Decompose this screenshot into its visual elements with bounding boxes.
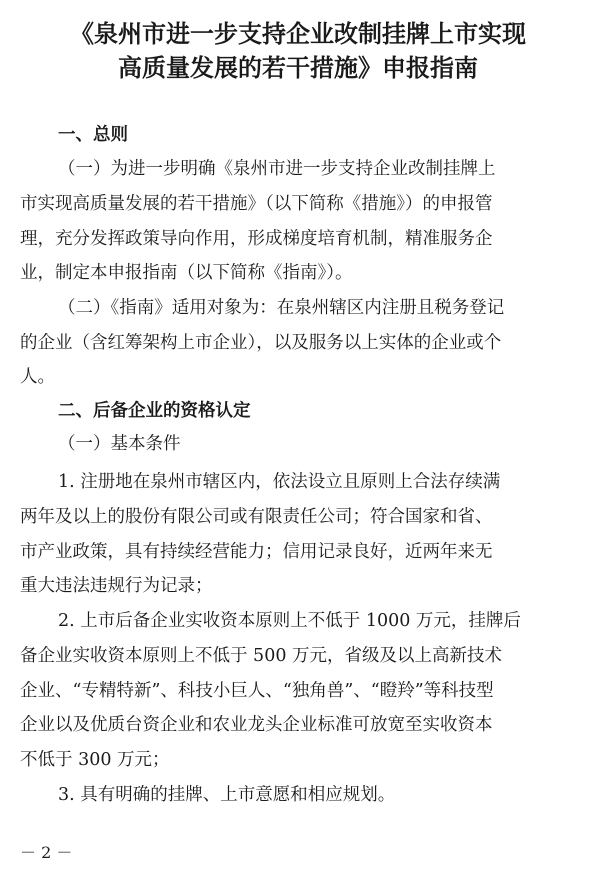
subsection-heading-basic-conditions: （一）基本条件 — [58, 434, 181, 454]
paragraph-line: （一）为进一步明确《泉州市进一步支持企业改制挂牌上 — [58, 159, 496, 179]
paragraph-line: 2. 上市后备企业实收资本原则上不低于 1000 万元，挂牌后 — [58, 611, 521, 631]
page-number: － 2 － — [20, 843, 73, 862]
paragraph-line: 3. 具有明确的挂牌、上市意愿和相应规划。 — [58, 785, 396, 805]
paragraph-line: 人。 — [20, 367, 55, 387]
paragraph-line: 两年及以上的股份有限公司或有限责任公司；符合国家和省、 — [20, 507, 493, 527]
paragraph-line: 市实现高质量发展的若干措施》（以下简称《措施》）的申报管 — [20, 194, 493, 214]
section-heading-qualification: 二、后备企业的资格认定 — [58, 401, 251, 421]
paragraph-line: 的企业（含红筹架构上市企业），以及服务以上实体的企业或个 — [20, 333, 502, 353]
paragraph-line: 1. 注册地在泉州市辖区内，依法设立且原则上合法存续满 — [58, 472, 501, 492]
paragraph-line: 重大违法违规行为记录； — [20, 576, 213, 596]
section-heading-general: 一、总则 — [58, 125, 128, 145]
document-title-line-2: 高质量发展的若干措施》申报指南 — [118, 54, 478, 82]
paragraph-line: 理，充分发挥政策导向作用，形成梯度培育机制，精准服务企 — [20, 229, 493, 249]
paragraph-line: 业，制定本申报指南（以下简称《指南》）。 — [20, 263, 353, 283]
paragraph-line: 企业以及优质台资企业和农业龙头企业标准可放宽至实收资本 — [20, 715, 493, 735]
paragraph-line: 备企业实收资本原则上不低于 500 万元，省级及以上高新技术 — [20, 646, 503, 666]
paragraph-line: 企业、“专精特新”、科技小巨人、“独角兽”、“瞪羚”等科技型 — [20, 681, 494, 701]
document-title-line-1: 《泉州市进一步支持企业改制挂牌上市实现 — [70, 20, 526, 48]
paragraph-line: 不低于 300 万元； — [20, 750, 170, 770]
paragraph-line: 市产业政策，具有持续经营能力；信用记录良好，近两年来无 — [20, 542, 493, 562]
paragraph-line: （二）《指南》适用对象为：在泉州辖区内注册且税务登记 — [58, 298, 505, 318]
